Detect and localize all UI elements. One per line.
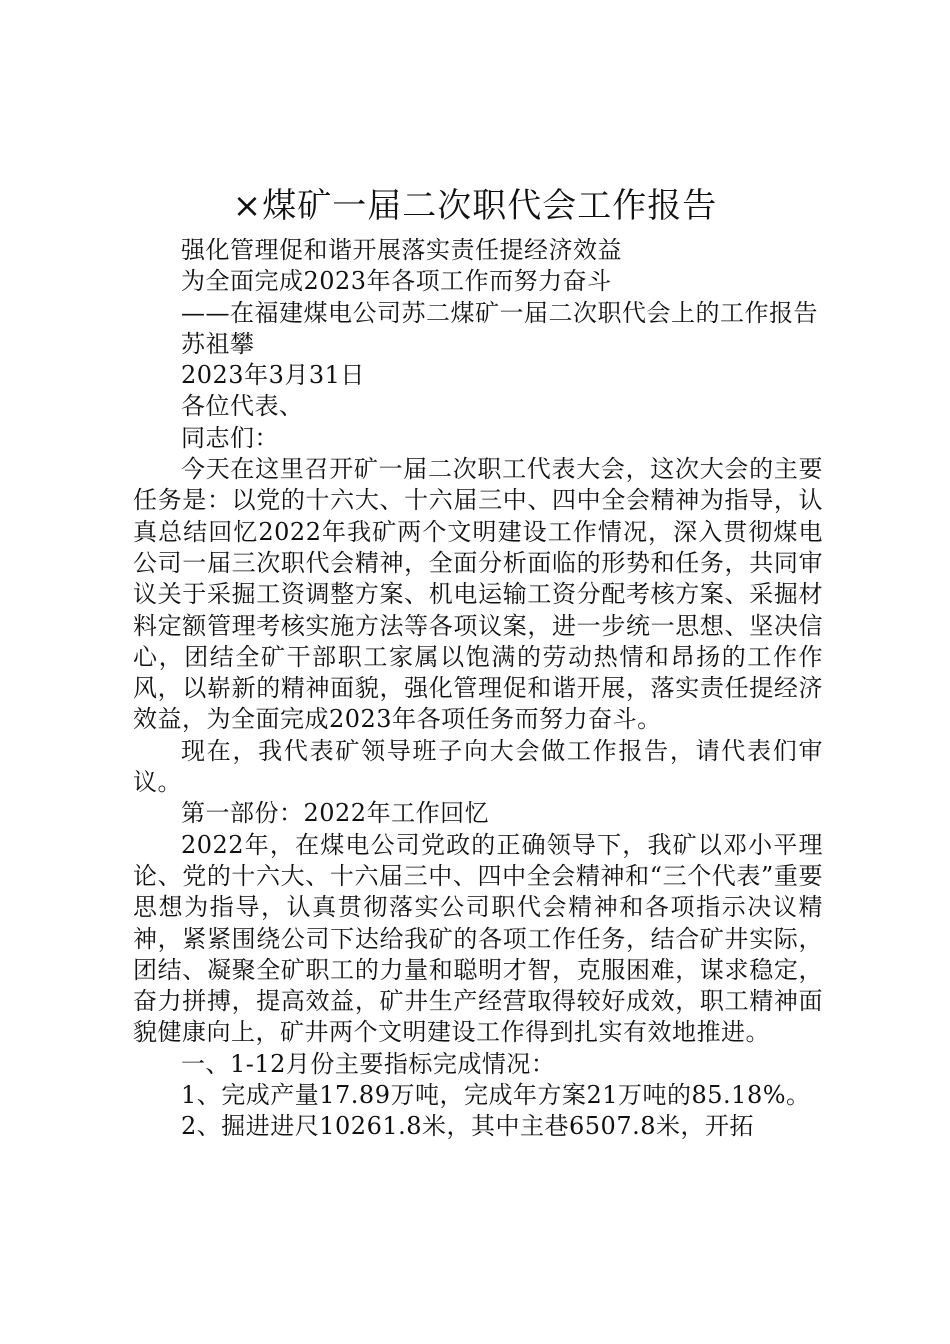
document-body [133,235,823,1143]
subtitle-line-3: ——在福建煤电公司苏二煤矿一届二次职代会上的工作报告 [181,298,818,327]
subtitle-line-1: 强化管理促和谐开展落实责任提经济效益 [181,236,622,264]
paragraph-2022-review: 2022年，在煤电公司党政的正确领导下，我矿以邓小平理论、党的十六大、十六届三中、四中全会精神和“三个代表”重要思想为指导，认真贯彻落实公司职代会精神和各项指示决议精神，紧紧围绕公司下达给我矿的各项工作任务，结合矿井实际，团结、凝聚全矿职工的力量和聪明才智，克服困难，谋求稳定，奋力拼搏，提高效益，矿井生产经营取得较好成效，职工精神面貌健康向上，矿井两个文明建设工作得到扎实有效地推进。 [133,830,823,1047]
salutation-comrades: 同志们： [181,423,279,452]
list-item-output: 1、完成产量17.89万吨，完成年方案21万吨的85.18%。 [181,1081,811,1110]
section-heading-part1: 第一部份：2022年工作回忆 [181,799,490,828]
author: 苏祖攀 [181,329,255,358]
item-heading: 一、1-12月份主要指标完成情况： [181,1049,556,1078]
paragraph-opening: 今天在这里召开矿一届二次职工代表大会，这次大会的主要任务是：以党的十六大、十六届三中、四中全会精神为指导，认真总结回忆2022年我矿两个文明建设工作情况，深入贯彻煤电公司一届三次职代会精神，全面分析面临的形势和任务，共同审议关于采掘工资调整方案、机电运输工资分配考核方案、采掘材料定额管理考核实施方法等各项议案，进一步统一思想、坚决信心，团结全矿干部职工家属以饱满的劳动热情和昂扬的工作作风，以崭新的精神面貌，强化管理促和谐开展，落实责任提经济效益，为全面完成2023年各项任务而努力奋斗。 [133,455,823,734]
document-title: ×煤矿一届二次职代会工作报告 [232,186,718,226]
salutation-delegates: 各位代表、 [181,392,304,421]
paragraph-report-intro: 现在，我代表矿领导班子向大会做工作报告，请代表们审议。 [133,736,823,797]
subtitle-line-2: 为全面完成2023年各项工作而努力奋斗 [181,267,612,296]
report-date: 2023年3月31日 [181,361,365,390]
list-item-tunneling: 2、掘进进尺10261.8米，其中主巷6507.8米，开拓 [181,1112,754,1141]
